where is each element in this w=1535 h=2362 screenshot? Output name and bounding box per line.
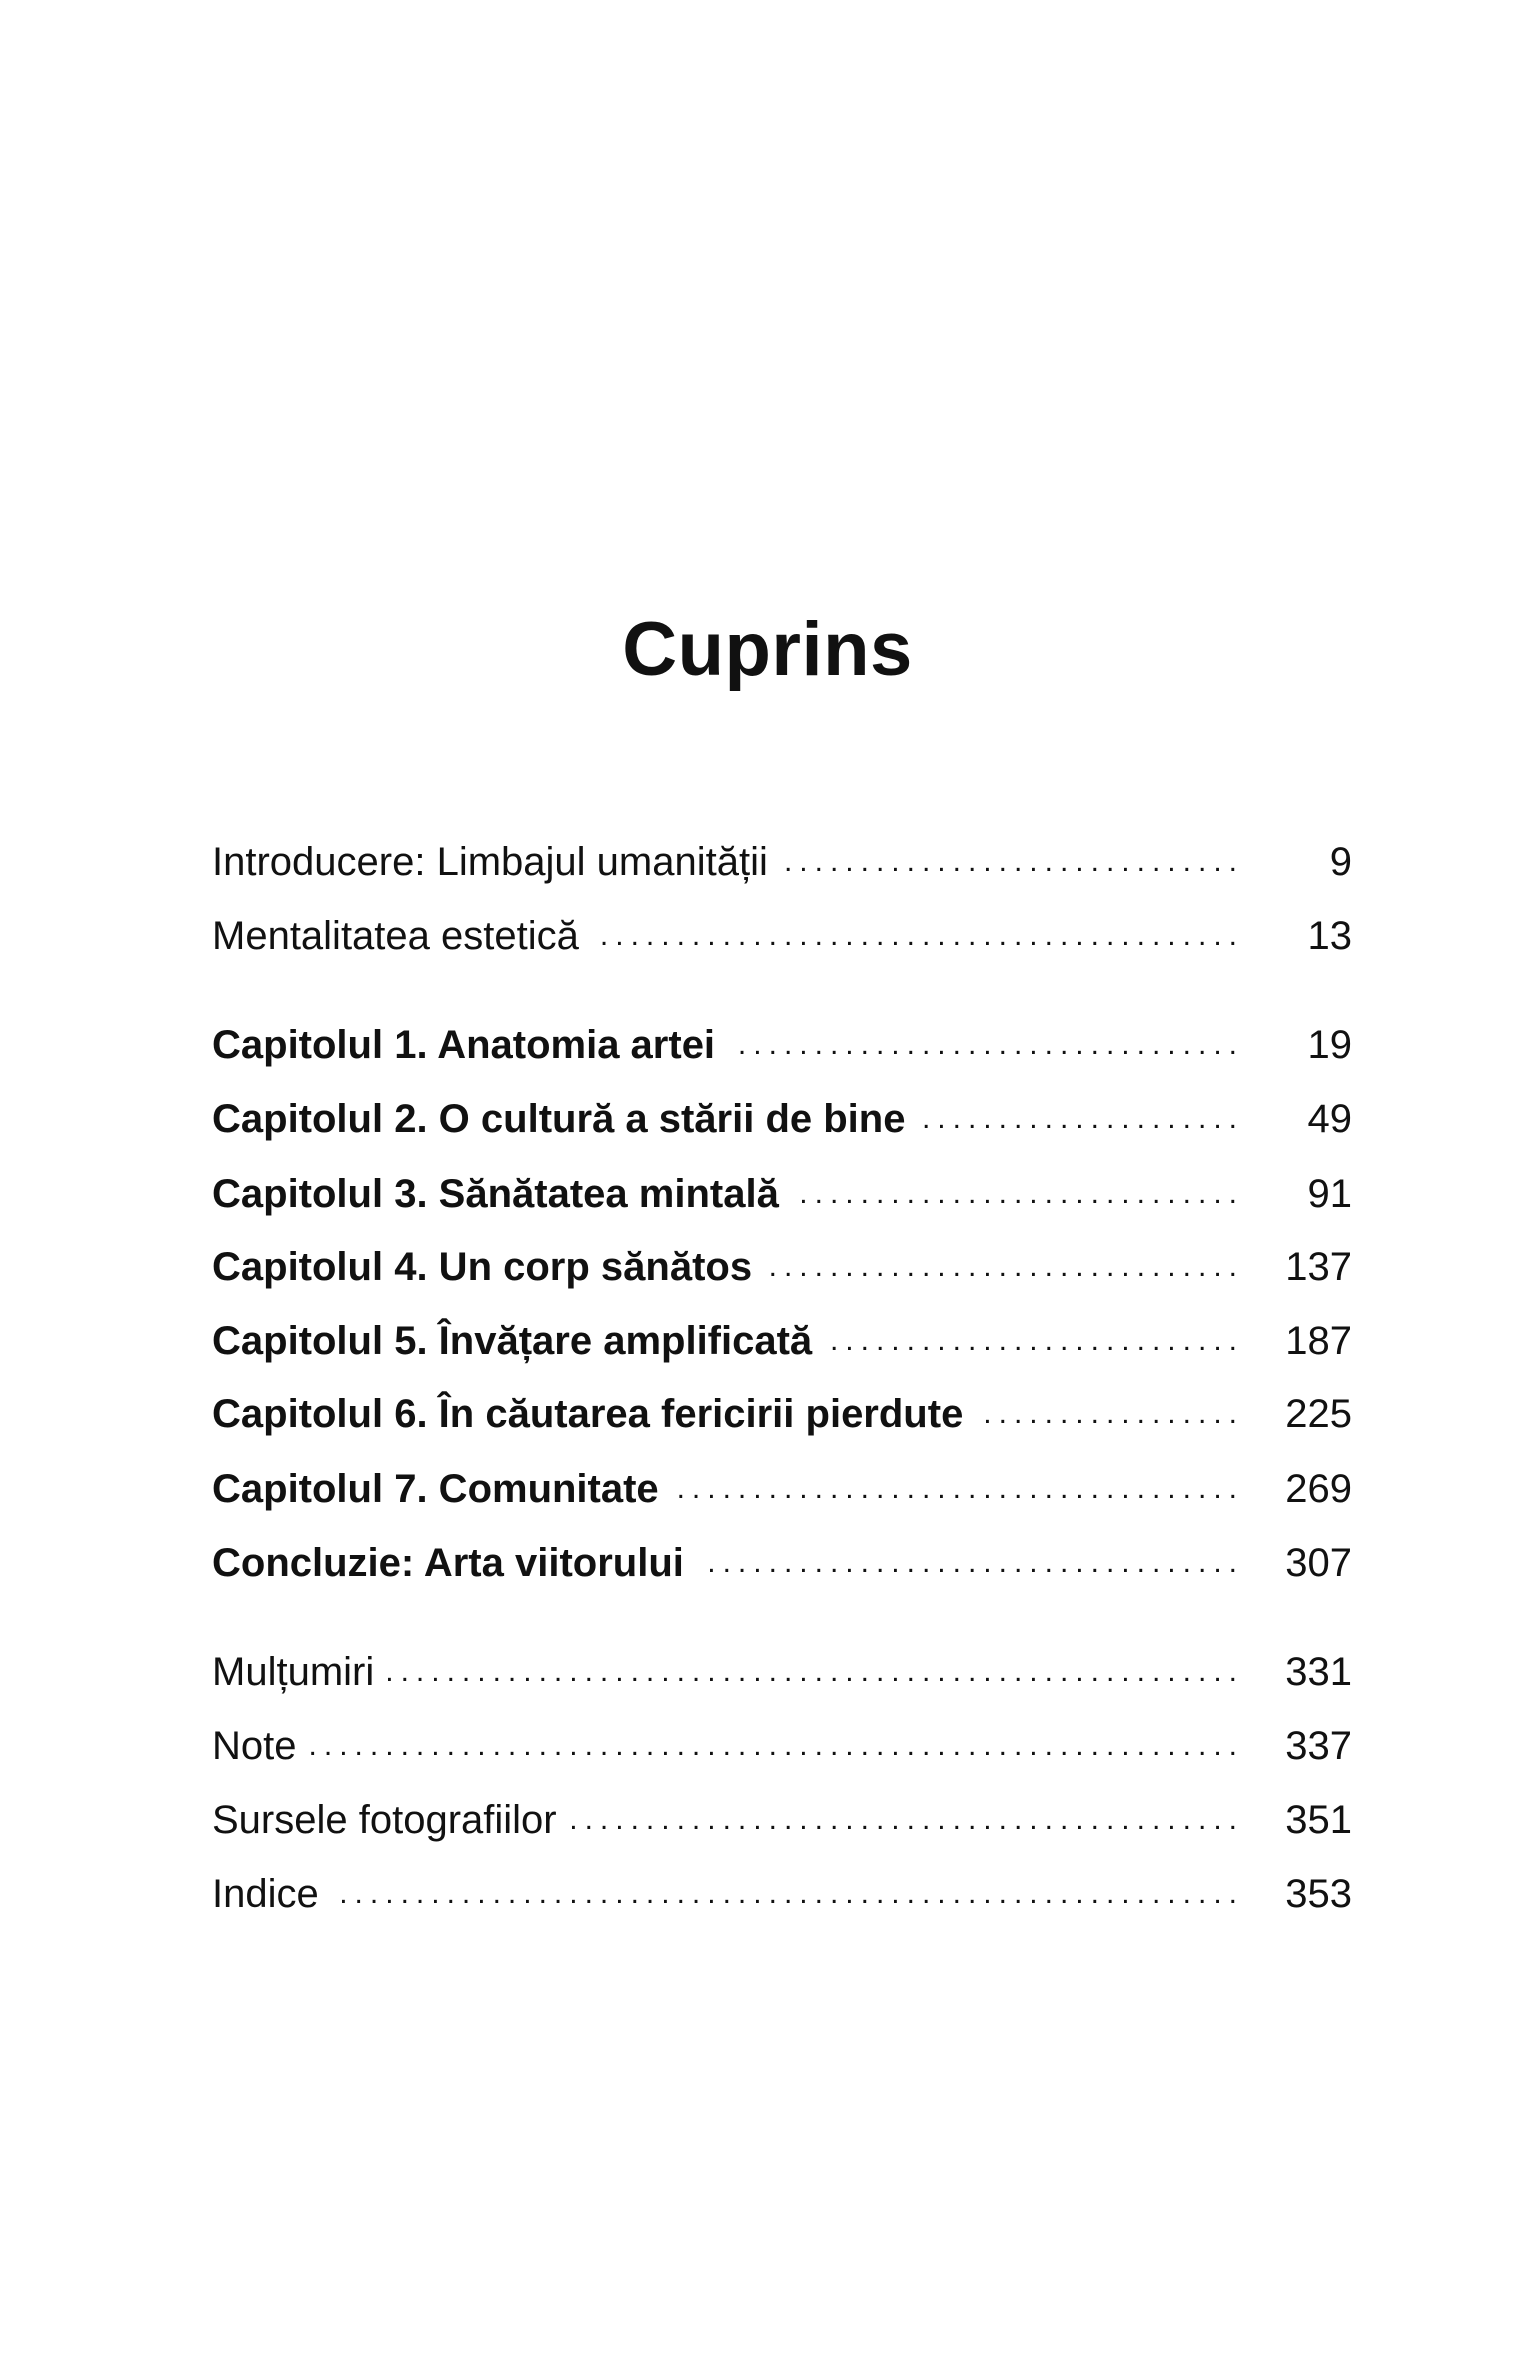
toc-entry[interactable] xyxy=(212,1792,1352,1848)
toc-entry[interactable] xyxy=(212,1166,1352,1222)
toc-entry-label: Indice xyxy=(212,1872,319,1916)
toc-entry-page: 137 xyxy=(1285,1245,1352,1289)
toc-entry-label: Capitolul 6. În căutarea fericirii pierdute xyxy=(212,1392,964,1436)
toc-entry-label: Sursele fotografiilor xyxy=(212,1798,557,1842)
dot-leader xyxy=(782,834,1244,890)
toc-entry-label: Mulțumiri xyxy=(212,1650,375,1694)
dot-leader xyxy=(698,1535,1244,1591)
dot-leader xyxy=(571,1792,1244,1848)
toc-entry-label: Capitolul 1. Anatomia artei xyxy=(212,1023,716,1067)
toc-entry-label: Capitolul 3. Sănătatea mintală xyxy=(212,1172,779,1216)
page-title: Cuprins xyxy=(622,606,913,692)
toc-entry-label: Capitolul 2. O cultură a stării de bine xyxy=(212,1097,906,1141)
toc-entry-page: 91 xyxy=(1307,1172,1352,1216)
toc-entry[interactable] xyxy=(212,1461,1352,1517)
toc-entry[interactable] xyxy=(212,1535,1352,1591)
toc-entry-page: 331 xyxy=(1285,1650,1352,1694)
toc-entry-label: Introducere: Limbajul umanității xyxy=(212,840,768,884)
toc-entry-page: 353 xyxy=(1285,1872,1352,1916)
dot-leader xyxy=(826,1313,1244,1369)
toc-entry-page: 19 xyxy=(1307,1023,1352,1067)
toc-entry-page: 225 xyxy=(1285,1392,1352,1436)
dot-leader xyxy=(673,1461,1244,1517)
toc-entry-page: 337 xyxy=(1285,1724,1352,1768)
toc-entry[interactable] xyxy=(212,1091,1352,1147)
toc-entry-label: Mentalitatea estetică xyxy=(212,914,579,958)
toc-entry[interactable] xyxy=(212,1718,1352,1774)
toc-entry-page: 307 xyxy=(1285,1541,1352,1585)
toc-entry[interactable] xyxy=(212,1017,1352,1073)
toc-entry-page: 351 xyxy=(1285,1798,1352,1842)
toc-entry[interactable] xyxy=(212,1644,1352,1700)
dot-leader xyxy=(333,1866,1244,1922)
dot-leader xyxy=(388,1644,1244,1700)
toc-entry-page: 9 xyxy=(1329,840,1352,884)
toc-entry-page: 13 xyxy=(1307,914,1352,958)
toc-entry[interactable] xyxy=(212,1239,1352,1295)
dot-leader xyxy=(729,1017,1244,1073)
toc-entry[interactable] xyxy=(212,1866,1352,1922)
toc-entry-label: Note xyxy=(212,1724,297,1768)
dot-leader xyxy=(593,908,1244,964)
dot-leader xyxy=(793,1166,1244,1222)
toc-entry[interactable] xyxy=(212,1386,1352,1442)
toc-entry-page: 269 xyxy=(1285,1467,1352,1511)
dot-leader xyxy=(977,1386,1244,1442)
toc-entry-label: Capitolul 4. Un corp sănătos xyxy=(212,1245,753,1289)
toc-entry-label: Concluzie: Arta viitorului xyxy=(212,1541,684,1585)
toc-entry-label: Capitolul 5. Învățare amplificată xyxy=(212,1319,813,1363)
dot-leader xyxy=(766,1239,1244,1295)
toc-entry-page: 49 xyxy=(1307,1097,1352,1141)
toc-entry-page: 187 xyxy=(1285,1319,1352,1363)
dot-leader xyxy=(311,1718,1245,1774)
dot-leader xyxy=(919,1091,1244,1147)
toc-entry[interactable] xyxy=(212,908,1352,964)
toc-entry-label: Capitolul 7. Comunitate xyxy=(212,1467,659,1511)
toc-entry[interactable] xyxy=(212,834,1352,890)
toc-entry[interactable] xyxy=(212,1313,1352,1369)
